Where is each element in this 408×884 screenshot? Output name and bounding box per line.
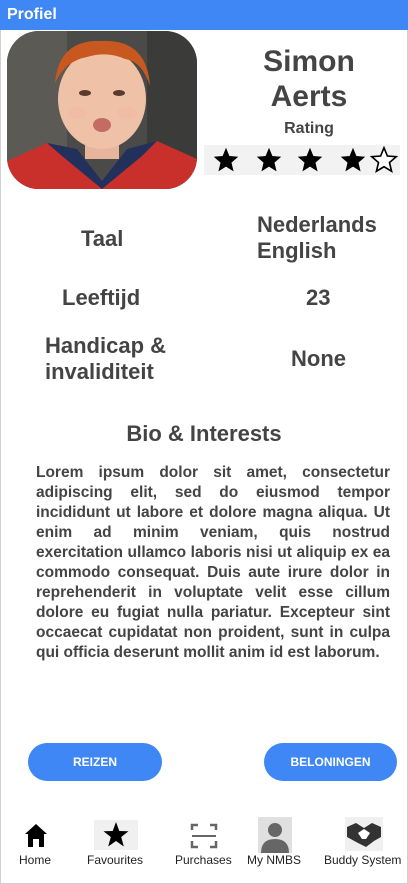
handicap-value: None: [291, 346, 346, 371]
star-filled-icon: [255, 146, 283, 174]
language-value: English: [257, 238, 337, 263]
nav-favourites-label: Favourites: [87, 853, 144, 867]
handicap-label-line2: invaliditeit: [45, 359, 154, 384]
nav-purchases[interactable]: [172, 815, 238, 875]
travel-button[interactable]: REIZEN: [28, 743, 162, 781]
nav-my-nmbs-label: My NMBS: [247, 853, 301, 867]
rewards-button[interactable]: BELONINGEN: [264, 743, 397, 781]
language-values: [257, 212, 377, 264]
user-icon: [255, 817, 295, 853]
handshake-icon: [344, 817, 384, 853]
title-bar: [0, 0, 408, 30]
first-name: Simon: [263, 45, 355, 78]
nav-favourites[interactable]: [80, 815, 156, 875]
nav-my-nmbs[interactable]: [244, 815, 306, 875]
star-filled-icon: [212, 146, 240, 174]
age-label: Leeftijd: [62, 285, 141, 310]
nav-home-label: Home: [19, 853, 52, 867]
language-label: Taal: [81, 226, 124, 251]
star-filled-icon: [296, 146, 324, 174]
age-value: 23: [306, 285, 331, 310]
nav-buddy-system-label: Buddy System: [324, 853, 402, 867]
star-filled-icon: [339, 146, 367, 174]
rating-stars: [204, 145, 400, 175]
nav-home[interactable]: [0, 815, 72, 875]
page-title: Profiel: [7, 6, 57, 23]
handicap-label-line1: Handicap &: [45, 333, 167, 358]
nav-buddy-system[interactable]: [320, 815, 406, 875]
bio-title: Bio & Interests: [126, 421, 282, 446]
star-empty-icon: [370, 146, 398, 174]
home-icon: [16, 817, 56, 853]
profile-name: [210, 44, 408, 114]
handicap-label: [45, 333, 166, 385]
bio-text: Lorem ipsum dolor sit amet, consectetur adipiscing elit, sed do eiusmod tempor incididunt ut labore et dolore magna aliqua. Ut enim ad minim veniam, quis nostrud exercitation ullamco laboris nisi ut aliquip ex ea commodo consequat. Duis aute irure dolor in reprehenderit in voluptate velit esse cillum dolore eu fugiat nulla pariatur. Excepteur sint occaecat cupidatat non proident, sunt in culpa qui officia deserunt mollit anim id est laborum.: [36, 464, 390, 661]
rating-label: Rating: [284, 120, 334, 137]
nav-purchases-label: Purchases: [175, 853, 232, 867]
language-value: Nederlands: [257, 212, 377, 237]
profile-photo: [7, 31, 197, 189]
star-icon: [96, 817, 136, 853]
last-name: Aerts: [270, 80, 348, 113]
scan-icon: [184, 817, 224, 853]
